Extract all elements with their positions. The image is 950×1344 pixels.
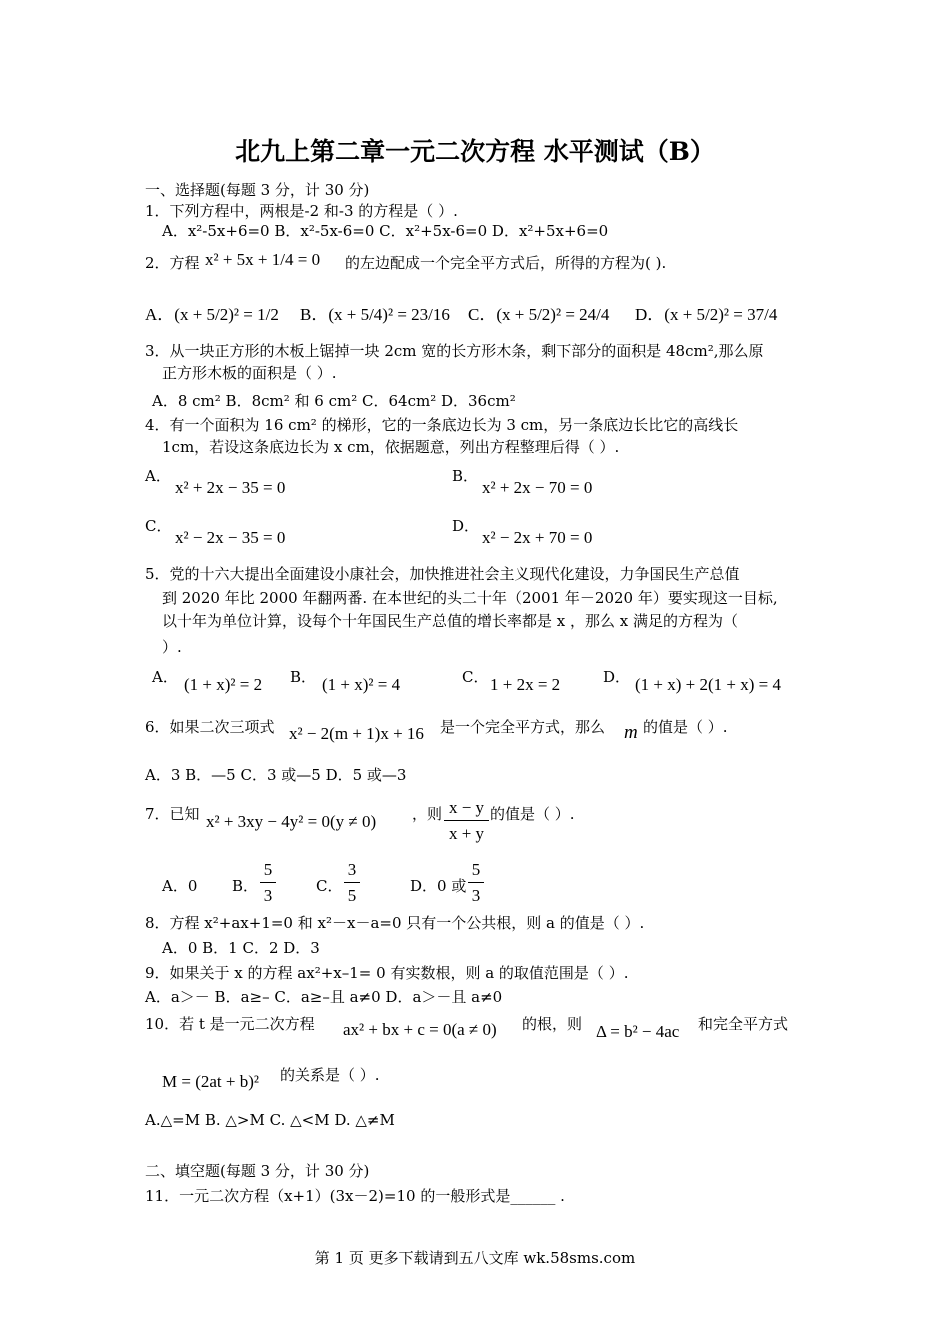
question-8-options: A．0 B．1 C．2 D．3 (162, 939, 320, 957)
question-4-option-c-label: C． (145, 517, 172, 535)
question-4-option-c: x² − 2x − 35 = 0 (175, 528, 286, 547)
page-title: 北九上第二章一元二次方程 水平测试（B） (235, 137, 715, 166)
question-7-fraction-bar (444, 820, 489, 821)
question-2-option-c: C．(x + 5/2)² = 24/4 (468, 305, 610, 324)
question-4-option-a-label: A． (145, 467, 171, 485)
question-6-equation: x² − 2(m + 1)x + 16 (289, 724, 424, 743)
question-10-stem-a: 10．若 t 是一元二次方程 (145, 1015, 315, 1033)
question-3-line-2: 正方形木板的面积是（ ）. (162, 364, 337, 382)
question-2-option-b: B．(x + 5/4)² = 23/16 (300, 305, 450, 324)
question-2-option-d: D．(x + 5/2)² = 37/4 (635, 305, 778, 324)
question-7-stem-b: ，则 (412, 805, 443, 823)
question-7-fraction-denominator: x + y (448, 824, 485, 843)
question-4-option-b-label: B． (452, 467, 479, 485)
question-5-option-c: 1 + 2x = 2 (490, 675, 561, 694)
question-7-option-c-numerator: 3 (347, 860, 357, 879)
question-7-option-d-denominator: 3 (471, 886, 481, 905)
question-10-square-expression: M = (2at + b)² (162, 1072, 259, 1091)
question-9-options: A．a＞－ B．a≥– C．a≥–且 a≠0 D．a＞－且 a≠0 (145, 988, 503, 1006)
question-1-stem: 1．下列方程中，两根是-2 和-3 的方程是（ ）. (145, 202, 458, 220)
question-8-stem: 8．方程 x²+ax+1=0 和 x²－x－a=0 只有一个公共根，则 a 的值是（ ）. (145, 914, 645, 932)
question-5-line-2: 到 2020 年比 2000 年翻两番. 在本世纪的头二十年（2001 年－2020 年）要实现这一目标, (162, 589, 778, 607)
question-7-fraction-numerator: x − y (448, 798, 485, 817)
question-1-options: A．x²-5x+6=0 B．x²-5x-6=0 C．x²+5x-6=0 D．x²+5x+6=0 (162, 222, 609, 240)
question-2-equation: x² + 5x + 1/4 = 0 (205, 250, 321, 269)
question-6-stem-a: 6．如果二次三项式 (145, 718, 275, 736)
question-5-option-b: (1 + x)² = 4 (322, 675, 401, 694)
question-9-stem: 9．如果关于 x 的方程 ax²+x–1= 0 有实数根，则 a 的取值范围是（ ）. (145, 964, 629, 982)
question-5-option-d: (1 + x) + 2(1 + x) = 4 (635, 675, 781, 694)
question-4-option-d-label: D． (452, 517, 480, 535)
question-10-options: A.△=M B. △>M C. △<M D. △≠M (145, 1111, 395, 1129)
question-2-stem-b: 的左边配成一个完全平方式后，所得的方程为( ). (345, 254, 667, 272)
question-5-option-a: (1 + x)² = 2 (184, 675, 263, 694)
question-3-line-1: 3．从一块正方形的木板上锯掉一块 2cm 宽的长方形木条，剩下部分的面积是 48cm²,那么原 (145, 342, 764, 360)
question-7-option-c-denominator: 5 (347, 886, 357, 905)
section-heading-choice: 一、选择题(每题 3 分，计 30 分) (145, 181, 370, 199)
question-7-option-c-bar (344, 882, 360, 883)
question-11-stem: 11．一元二次方程（x+1）(3x－2)=10 的一般形式是______ . (145, 1187, 565, 1205)
question-7-stem-c: 的值是（ ）. (490, 805, 575, 823)
question-7-equation: x² + 3xy − 4y² = 0(y ≠ 0) (206, 812, 377, 831)
question-7-option-b-numerator: 5 (263, 860, 273, 879)
question-4-option-d: x² − 2x + 70 = 0 (482, 528, 593, 547)
question-2-option-a: A．(x + 5/2)² = 1/2 (145, 305, 279, 324)
question-6-stem-b: 是一个完全平方式，那么 (440, 718, 606, 736)
question-7-option-a: A．0 (162, 877, 198, 895)
section-heading-fill: 二、填空题(每题 3 分，计 30 分) (145, 1162, 370, 1180)
question-10-stem-c: 和完全平方式 (698, 1015, 789, 1033)
question-7-option-d: D．0 或 (410, 877, 467, 895)
question-4-option-b: x² + 2x − 70 = 0 (482, 478, 593, 497)
question-5-option-d-label: D． (603, 668, 631, 686)
question-5-option-c-label: C． (462, 668, 489, 686)
question-4-line-1: 4．有一个面积为 16 cm² 的梯形，它的一条底边长为 3 cm，另一条底边长比它的高线长 (145, 416, 739, 434)
question-7-option-b-denominator: 3 (263, 886, 273, 905)
question-10-discriminant: Δ = b² − 4ac (596, 1022, 680, 1041)
question-5-option-b-label: B． (290, 668, 317, 686)
question-7-option-d-numerator: 5 (471, 860, 481, 879)
question-7-stem-a: 7．已知 (145, 805, 200, 823)
question-6-stem-c: 的值是（ ）. (643, 718, 728, 736)
question-3-options: A．8 cm² B．8cm² 和 6 cm² C．64cm² D．36cm² (152, 392, 516, 410)
question-6-variable-m: m (624, 722, 638, 743)
question-2-stem-a: 2．方程 (145, 254, 200, 272)
question-5-line-4: ）. (162, 638, 182, 656)
question-7-option-c: C． (316, 877, 343, 895)
question-4-line-2: 1cm，若设这条底边长为 x cm，依据题意，列出方程整理后得（ ）. (162, 438, 620, 456)
page-footer: 第 1 页 更多下载请到五八文库 wk.58sms.com (314, 1249, 636, 1267)
question-10-line-2: 的关系是（ ）. (280, 1066, 380, 1084)
question-10-equation: ax² + bx + c = 0(a ≠ 0) (343, 1020, 497, 1039)
question-5-line-3: 以十年为单位计算，设每个十年国民生产总值的增长率都是 x ，那么 x 满足的方程为（ (162, 612, 738, 630)
question-5-line-1: 5．党的十六大提出全面建设小康社会，加快推进社会主义现代化建设，力争国民生产总值 (145, 565, 740, 583)
question-4-option-a: x² + 2x − 35 = 0 (175, 478, 286, 497)
question-7-option-d-bar (468, 882, 484, 883)
question-5-option-a-label: A． (152, 668, 178, 686)
question-6-options: A．3 B．—5 C．3 或—5 D．5 或—3 (145, 766, 407, 784)
question-7-option-b-bar (260, 882, 276, 883)
question-10-stem-b: 的根，则 (522, 1015, 583, 1033)
question-7-option-b: B． (232, 877, 259, 895)
